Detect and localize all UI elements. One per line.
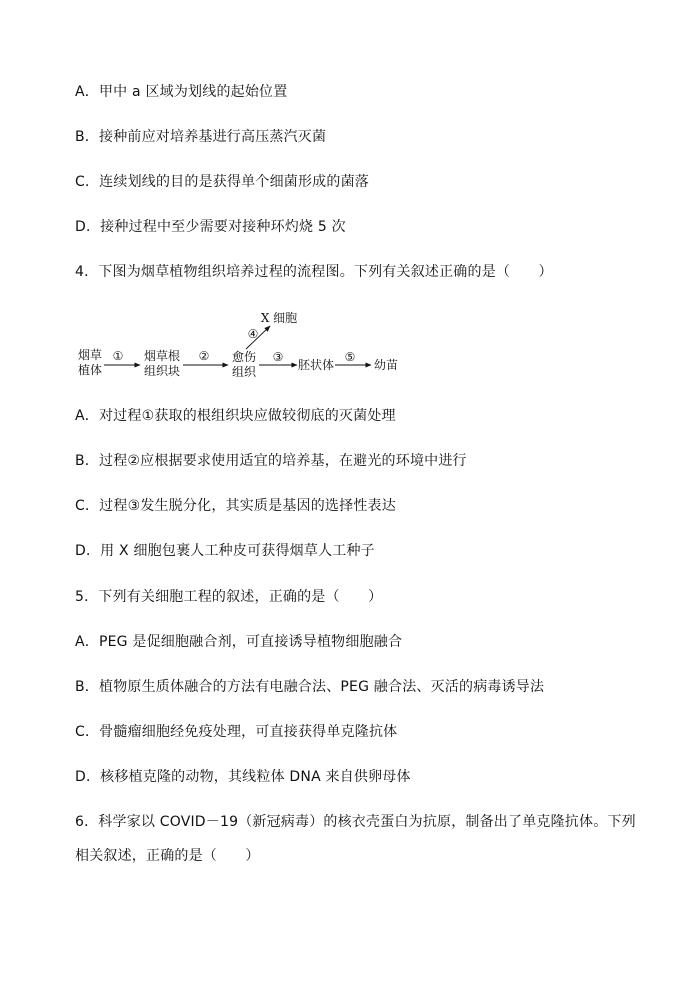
step-3-label: ③ bbox=[272, 350, 284, 364]
q3-option-a: A．甲中 a 区域为划线的起始位置 bbox=[75, 84, 288, 100]
node-embryoid: 胚状体 bbox=[297, 358, 335, 372]
q5-option-b: B．植物原生质体融合的方法有电融合法、PEG 融合法、灭活的病毒诱导法 bbox=[75, 679, 545, 695]
q5-option-a: A．PEG 是促细胞融合剂，可直接诱导植物细胞融合 bbox=[75, 634, 403, 650]
node-callus-line2: 组织 bbox=[231, 365, 257, 379]
node-root-tissue-line2: 组织块 bbox=[143, 364, 181, 378]
q6-stem-line2: 相关叙述，正确的是（ ） bbox=[75, 848, 260, 864]
q4-option-b: B．过程②应根据要求使用适宜的培养基，在避光的环境中进行 bbox=[75, 453, 467, 469]
q4-stem: 4．下图为烟草植物组织培养过程的流程图。下列有关叙述正确的是（ ） bbox=[75, 264, 553, 280]
node-callus-line1: 愈伤 bbox=[231, 350, 257, 364]
node-seedling: 幼苗 bbox=[373, 358, 399, 372]
q6-stem-line1: 6．科学家以 COVID－19（新冠病毒）的核衣壳蛋白为抗原，制备出了单克隆抗体。下列 bbox=[75, 814, 636, 830]
step-4-label: ④ bbox=[247, 327, 259, 341]
node-root-tissue-line1: 烟草根 bbox=[143, 349, 181, 363]
node-tobacco-explant-line2: 植体 bbox=[77, 363, 103, 377]
q5-option-c: C．骨髓瘤细胞经免疫处理，可直接获得单克隆抗体 bbox=[75, 724, 398, 740]
q3-option-b: B．接种前应对培养基进行高压蒸汽灭菌 bbox=[75, 129, 327, 145]
step-2-label: ② bbox=[198, 349, 210, 363]
q3-option-d: D．接种过程中至少需要对接种环灼烧 5 次 bbox=[75, 219, 346, 235]
node-tobacco-explant-line1: 烟草 bbox=[77, 348, 103, 362]
q4-flowchart bbox=[0, 300, 420, 390]
q4-option-d: D．用 X 细胞包裹人工种皮可获得烟草人工种子 bbox=[75, 543, 375, 559]
q4-option-c: C．过程③发生脱分化，其实质是基因的选择性表达 bbox=[75, 498, 396, 514]
node-x-cell: X 细胞 bbox=[260, 311, 298, 325]
q5-stem: 5．下列有关细胞工程的叙述，正确的是（ ） bbox=[75, 589, 383, 605]
step-5-label: ⑤ bbox=[344, 350, 356, 364]
q3-option-c: C．连续划线的目的是获得单个细菌形成的菌落 bbox=[75, 174, 369, 190]
step-1-label: ① bbox=[112, 349, 124, 363]
q4-option-a: A．对过程①获取的根组织块应做较彻底的灭菌处理 bbox=[75, 408, 396, 424]
q5-option-d: D．核移植克隆的动物，其线粒体 DNA 来自供卵母体 bbox=[75, 769, 411, 785]
